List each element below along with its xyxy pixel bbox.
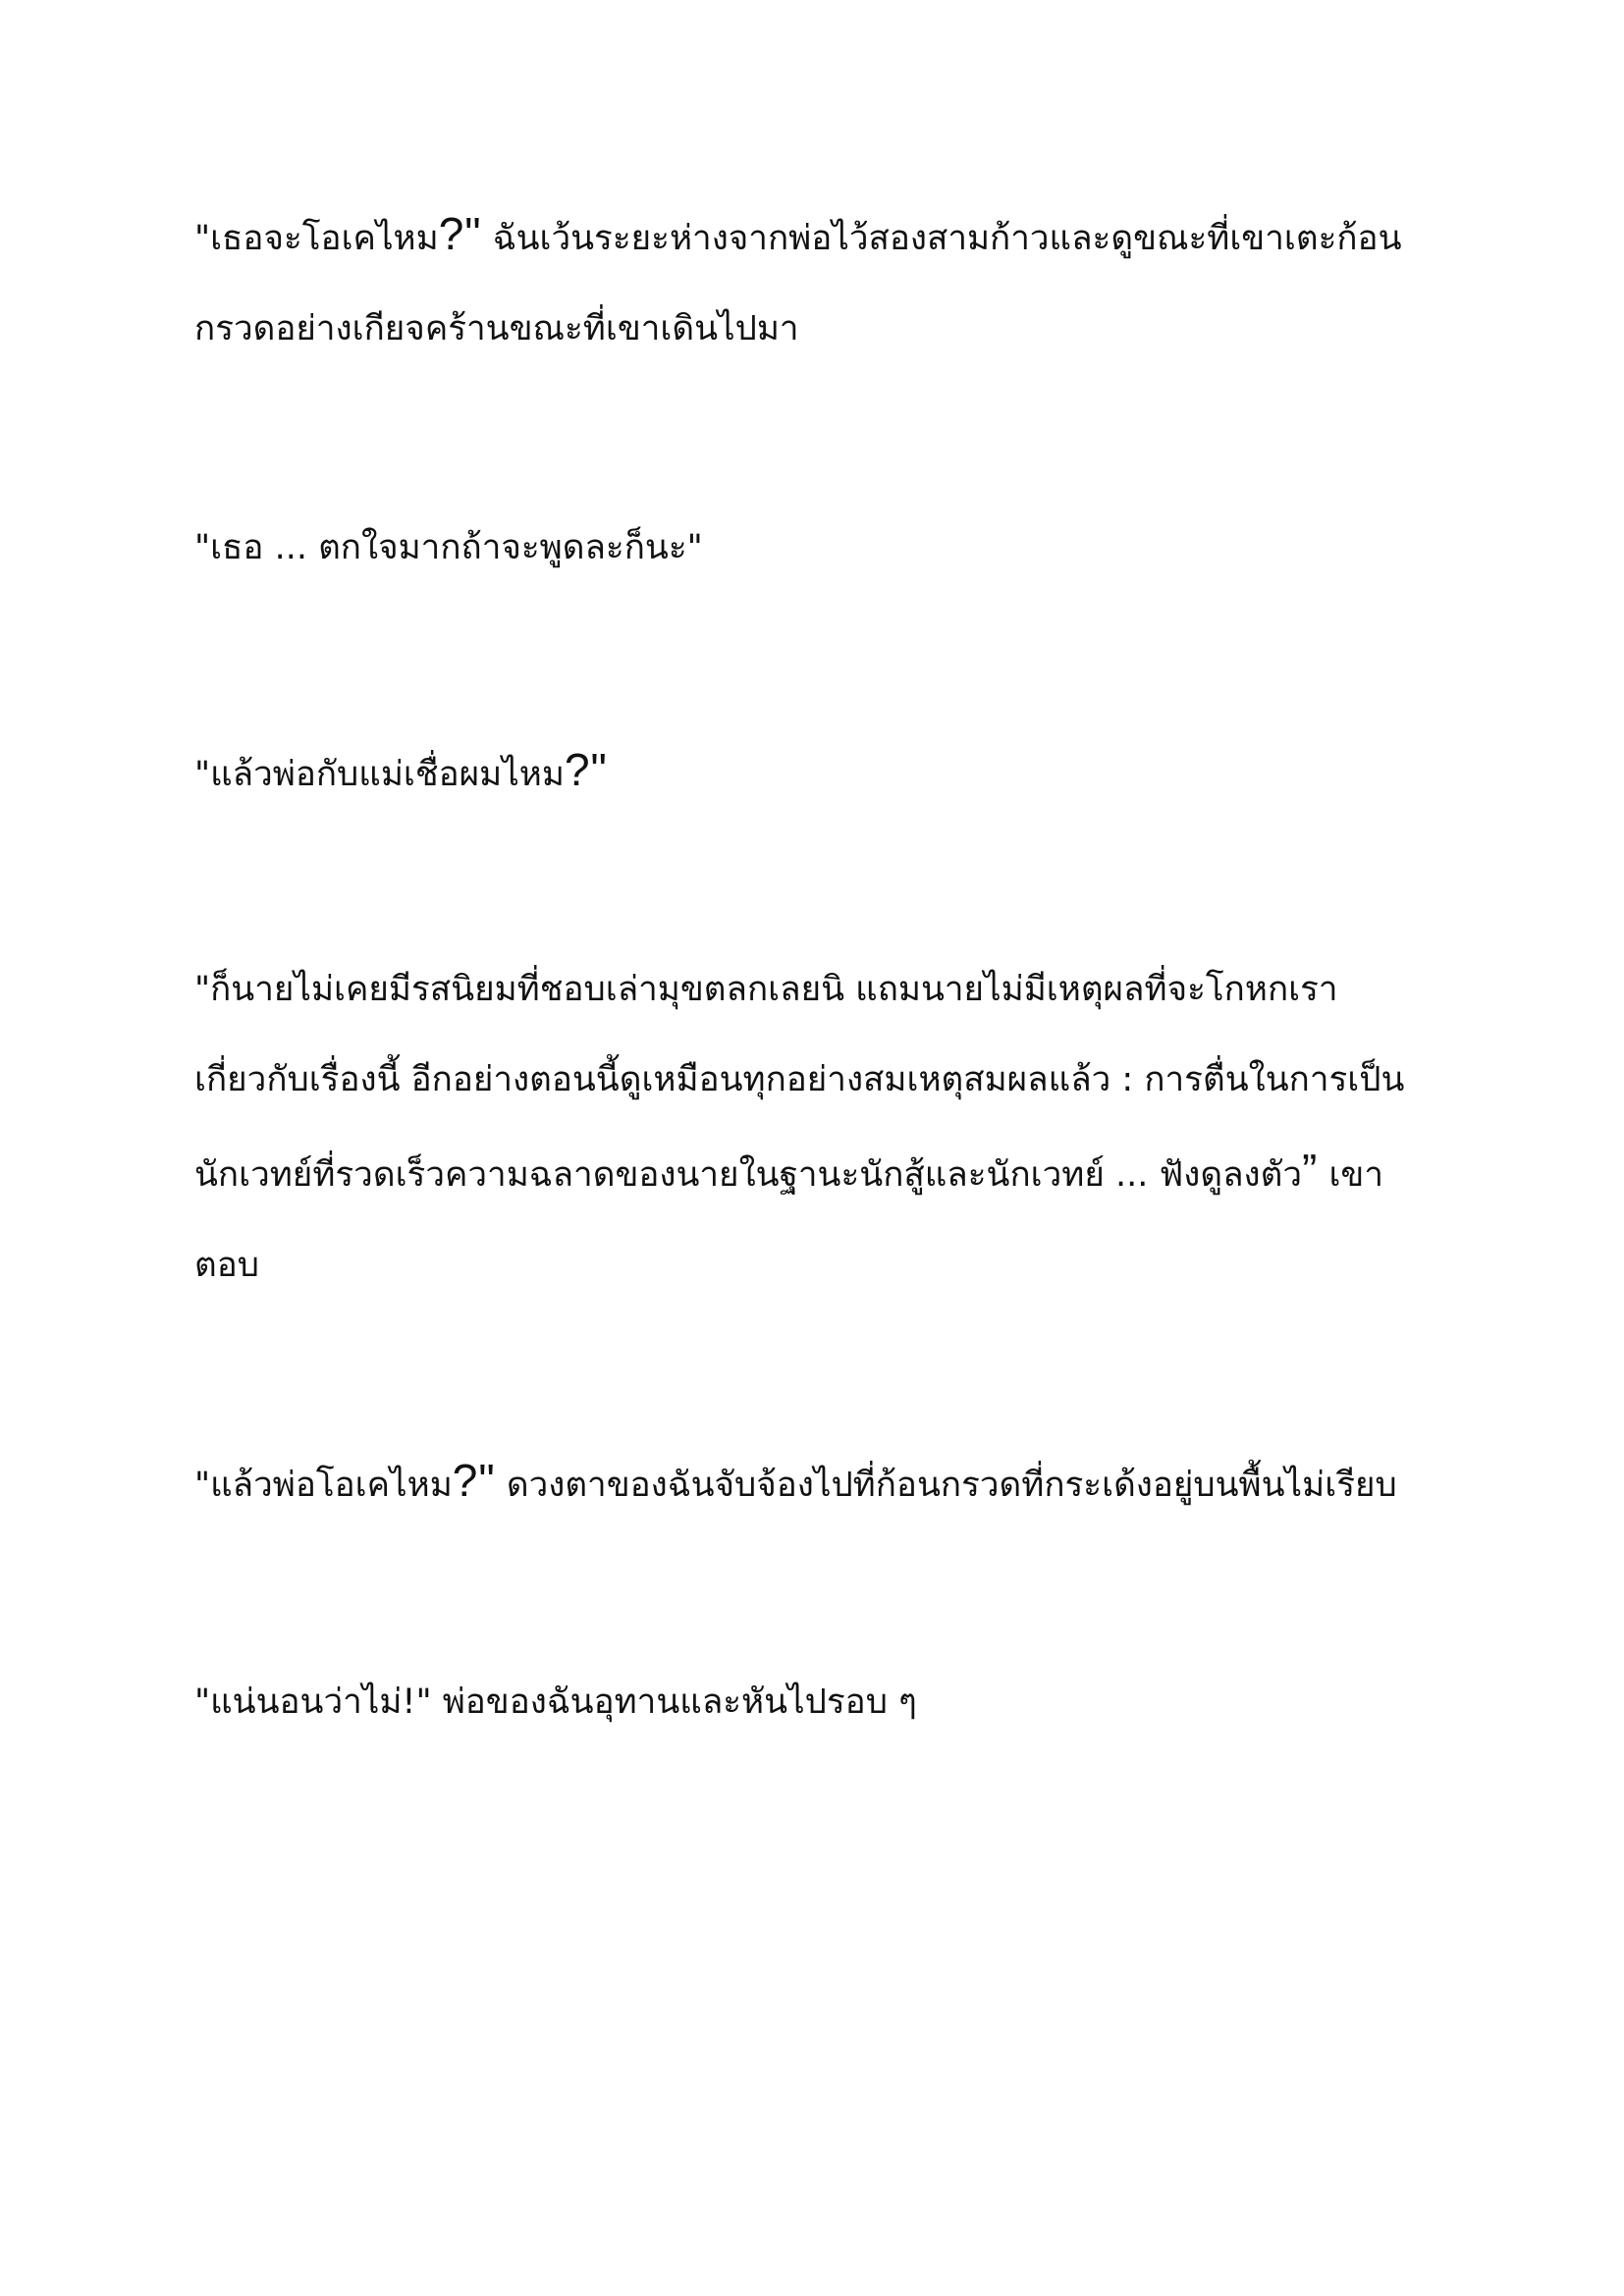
question-mark: ?" [564, 744, 608, 795]
question-mark: ?" [452, 1455, 496, 1506]
paragraph-4-line-3-rest: เขา [1318, 1155, 1384, 1195]
paragraph-5-text-rest: ดวงตาของฉันจับจ้องไปที่ก้อนกรวดที่กระเด้งอยู่บนพื้นไม่เรียบ [495, 1466, 1397, 1505]
paragraph-1-text: "เธอจะโอเคไหม [194, 219, 439, 258]
paragraph-5-text: "แล้วพ่อโอเคไหม [194, 1466, 453, 1505]
question-mark: ?" [438, 208, 482, 259]
paragraph-6 [194, 1657, 1441, 1747]
paragraph-1-line-2: กรวดอย่างเกียจคร้านขณะที่เขาเดินไปมา [194, 309, 799, 348]
paragraph-4-line-1: "ก็นายไม่เคยมีรสนิยมที่ชอบเล่ามุขตลกเลยนิ แถมนายไม่มีเหตุผลที่จะโกหกเรา [194, 970, 1338, 1009]
closing-quote-mark: ” [1302, 1145, 1319, 1196]
paragraph-2 [194, 503, 1441, 593]
paragraph-3 [194, 724, 1441, 820]
paragraph-2-text: "เธอ ... ตกใจมากถ้าจะพูดละก็นะ" [194, 528, 703, 567]
paragraph-3-text: "แล้วพ่อกับแม่เชื่อผมไหม [194, 755, 565, 794]
paragraph-5 [194, 1435, 1441, 1530]
paragraph-4-line-2: เกี่ยวกับเรื่องนี้ อีกอย่างตอนนี้ดูเหมือนทุกอย่างสมเหตุสมผลแล้ว : การตื่นในการเป็น [194, 1060, 1405, 1099]
paragraph-4-line-3: นักเวทย์ที่รวดเร็วความฉลาดของนายในฐานะนักสู้และนักเวทย์ ... ฟังดูลงตัว [194, 1155, 1303, 1195]
paragraph-1-text-rest: ฉันเว้นระยะห่างจากพ่อไว้สองสามก้าวและดูขณะที่เขาเตะก้อน [481, 219, 1402, 258]
paragraph-4-line-4: ตอบ [194, 1246, 259, 1285]
paragraph-1 [194, 188, 1441, 374]
paragraph-4 [194, 944, 1441, 1310]
paragraph-6-text: "แน่นอนว่าไม่!" พ่อของฉันอุทานและหันไปรอบ ๆ [194, 1682, 917, 1722]
